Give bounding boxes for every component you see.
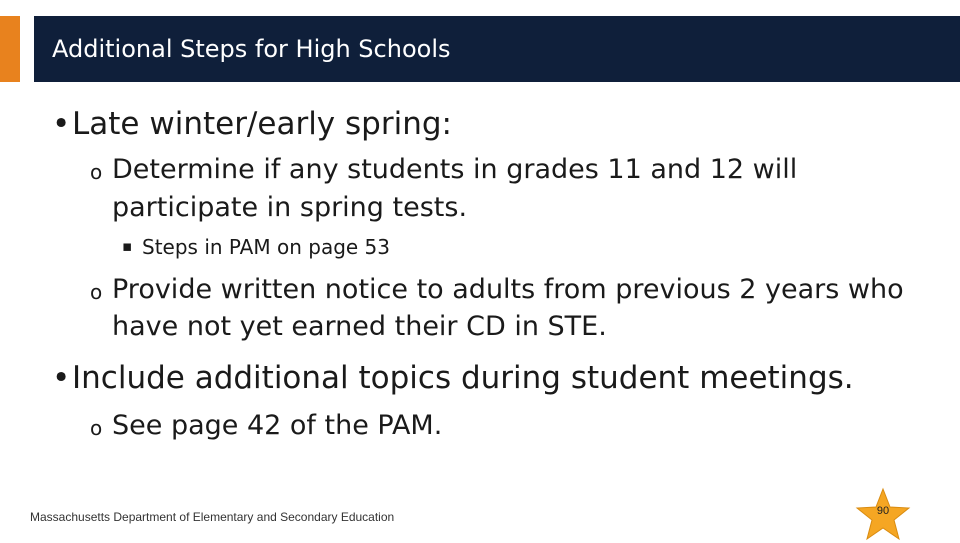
bullet-see-page-42: See page 42 of the PAM.: [112, 410, 443, 441]
bullet-steps-pam: Steps in PAM on page 53: [142, 235, 391, 259]
bullet-determine-line1: Determine if any students in grades 11 and 12 will: [112, 154, 798, 185]
bullet-provide-line1: Provide written notice to adults from previous 2 years who: [112, 274, 904, 305]
bullet-level1-marker: •: [52, 360, 71, 396]
bullet-late-winter: Late winter/early spring:: [72, 106, 452, 142]
bullet-level1-marker: •: [52, 106, 71, 142]
slide-title: Additional Steps for High Schools: [52, 35, 451, 63]
bullet-level2-marker: o: [90, 160, 103, 184]
bullet-level2-marker: o: [90, 416, 103, 440]
bullet-provide-line2: have not yet earned their CD in STE.: [112, 311, 607, 342]
bullet-include-topics: Include additional topics during student meetings.: [72, 360, 854, 396]
bullet-determine-line2: participate in spring tests.: [112, 192, 468, 223]
footer-organization: Massachusetts Department of Elementary and Secondary Education: [30, 510, 395, 524]
bullet-level3-marker: ▪: [122, 237, 133, 255]
bullet-level2-marker: o: [90, 280, 103, 304]
page-number: 90: [876, 505, 890, 517]
